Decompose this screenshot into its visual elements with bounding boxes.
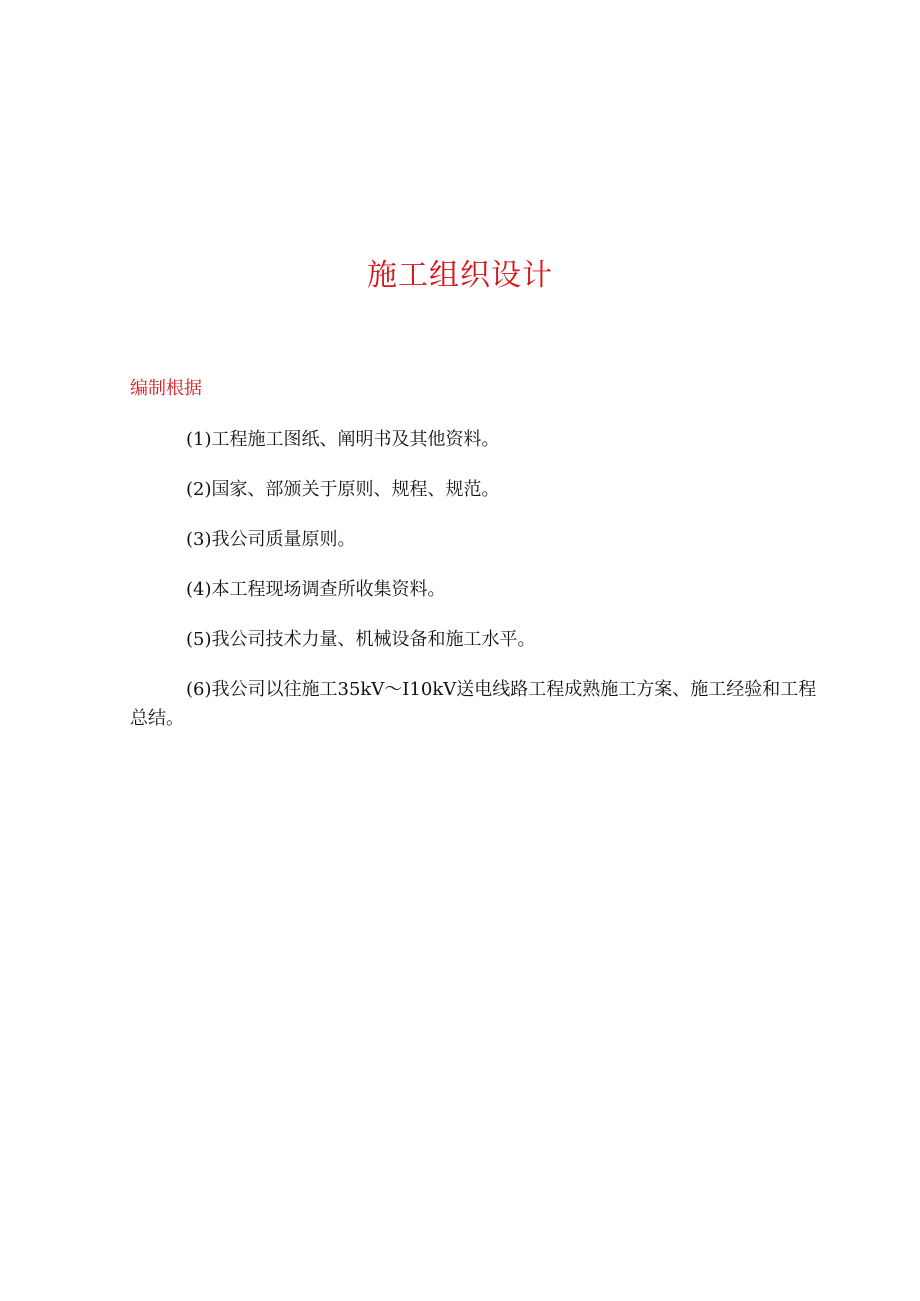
section-heading: 编制根据 xyxy=(130,378,202,399)
list-item: (6)我公司以往施工35kV～I10kV送电线路工程成熟施工方案、施工经验和工程总结。 xyxy=(130,679,817,729)
basis-list xyxy=(130,425,830,754)
list-item: (4)本工程现场调查所收集资料。 xyxy=(186,579,446,600)
list-item: (2)国家、部颁关于原则、规程、规范。 xyxy=(186,479,500,500)
list-item: (1)工程施工图纸、阐明书及其他资料。 xyxy=(186,429,500,450)
list-item: (5)我公司技术力量、机械设备和施工水平。 xyxy=(186,629,536,650)
document-title: 施工组织设计 xyxy=(367,258,553,293)
list-item: (3)我公司质量原则。 xyxy=(186,529,356,550)
